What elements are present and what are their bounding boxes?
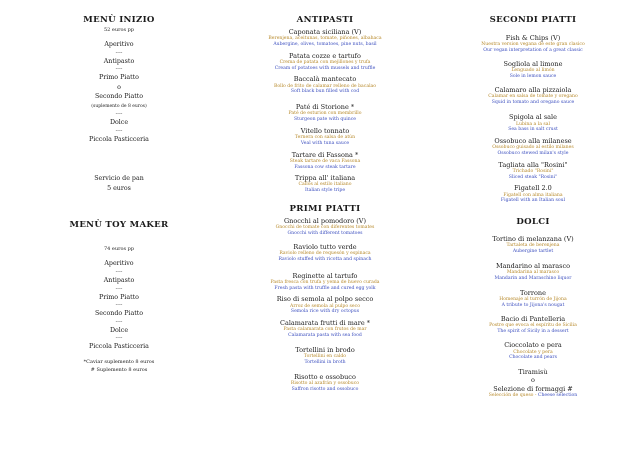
course-line: Antipasto <box>103 57 135 65</box>
dish <box>236 373 414 393</box>
dish <box>236 346 414 366</box>
dish <box>458 161 608 181</box>
dish-desc-en: Cream of potatoes with mussels and truffle <box>274 65 376 71</box>
dish-name: Figatell 2.0 <box>514 184 552 193</box>
dish-desc-en: Tortellini in broth <box>304 359 346 365</box>
dish <box>236 75 414 95</box>
dish-desc-es: Steak tartare de vaca Fassona <box>289 158 361 164</box>
dish <box>458 137 608 157</box>
primi-title: PRIMI PIATTI <box>289 204 361 215</box>
dish-name: Trippa all' italiana <box>294 174 356 183</box>
dish-name: Bacio di Pantelleria <box>500 314 566 323</box>
dish-name: Risotto e ossobuco <box>294 372 356 381</box>
bread-service-price: 5 euros <box>107 184 131 192</box>
dish-desc-en: Our vegan interpretation of a great classic <box>483 48 583 53</box>
dish-name: Calamaro alla pizzaiola <box>494 85 572 94</box>
course-line: Primo Piatto <box>99 74 139 82</box>
menu-inizio-title: MENÙ INIZIO <box>83 15 155 25</box>
dish-desc-es: Bollo de frito de calamar relleno de bacalao <box>273 83 377 89</box>
dish <box>458 86 608 106</box>
dish-desc-es: Pasta calamarata con frutos de mar <box>283 327 367 333</box>
dish-name: Calamarata frutti di mare * <box>279 319 371 327</box>
dish-desc-es: Berenjena, aceitunas, tomate, piñones, albahaca <box>268 36 382 42</box>
dish-desc-es: Lenguado al limón <box>511 68 555 73</box>
dish <box>236 52 414 72</box>
dish-name: Caponata siciliana (V) <box>288 28 362 36</box>
dolci-title: DOLCI <box>516 217 550 228</box>
dish-name: Patata cozze e tartufo <box>289 51 361 60</box>
dish-desc-en: Gnocchi with different tomatoes <box>287 231 363 237</box>
dish-desc-es: Risotto al azafrán y ossobuco <box>290 380 360 386</box>
dish-desc-en: Veal with tuna sauce <box>300 140 350 146</box>
course-line: Primo Piatto <box>99 293 139 301</box>
dish-name: Mandarino al marasco <box>495 262 571 271</box>
primi-list <box>236 217 414 392</box>
dish-desc-en: A tribute to Jijona's nougat <box>501 302 565 308</box>
dish-name: Vitello tonnato <box>300 126 350 135</box>
dish-desc-en: Fresh pasta with truffle and cured egg yolk <box>274 285 376 291</box>
dish-desc-es: Ternera con salsa de atún <box>294 135 356 141</box>
cheese-desc <box>458 393 608 399</box>
menu-inizio-price: 52 euros pp <box>103 27 135 33</box>
dish-desc-en: Mandarin and Maraschino liquor <box>494 276 572 282</box>
secondi-title: SECONDI PIATTI <box>489 15 577 25</box>
course-line: Secondo Piatto <box>94 93 144 101</box>
dish <box>458 34 608 54</box>
dish <box>236 151 414 171</box>
separator: ---- <box>115 268 123 275</box>
menu-inizio-courses <box>58 40 180 144</box>
dish-desc-es: Crema de patata con mejillones y trufa <box>279 59 371 65</box>
dish-desc-es: Chocolate y pera <box>513 349 553 355</box>
dish-desc-es: Nuestra version vegana de este gran clasico <box>481 42 585 48</box>
dish-name: Tagliata alla "Rosini" <box>498 160 568 169</box>
dish-desc-en: Ossobuco stewed milan's style <box>497 151 569 157</box>
dish-desc-es: Tortellini en caldo <box>303 354 347 359</box>
caviar-note: *Caviar suplemento 8 euros <box>83 358 155 365</box>
dish <box>236 174 414 194</box>
dish-name: Cioccolato e pera <box>504 341 562 350</box>
separator: ---- <box>115 285 123 292</box>
dish-desc-en: Italian style tripe <box>304 188 346 194</box>
dish-name: Tiramisù <box>518 368 548 377</box>
secondi-list <box>458 34 608 204</box>
dish-name: Tartare di Fassona * <box>291 150 359 159</box>
course-line: Piccola Pasticceria <box>89 135 149 143</box>
dish <box>458 368 608 398</box>
dish-name: Gnocchi al pomodoro (V) <box>283 217 366 226</box>
course-line: Antipasto <box>103 276 135 284</box>
dish-name: Ossobuco alla milanese <box>494 137 572 146</box>
dish-desc-en: Sturgeon pate with quince <box>294 117 356 123</box>
dish-desc-es: Pasta fresca con trufa y yema de huevo curada <box>270 279 380 285</box>
dish-name: Reginette al tartufo <box>292 271 358 280</box>
dish-name: Torrone <box>520 288 546 297</box>
dish-desc-en: Chocolate and pears <box>509 355 557 361</box>
separator: ---- <box>115 302 123 309</box>
dish-desc-en: Sliced steak "Rosini" <box>508 174 558 180</box>
dish-desc-en: Aubergine, olives, tomatoes, pine nuts, basil <box>273 42 377 47</box>
or-separator: o <box>531 376 535 385</box>
dish-desc-es: Calamar en salsa de tomate y oregano <box>488 93 578 99</box>
separator: ---- <box>115 318 123 325</box>
dish-desc-es: Trichado "Rosini" <box>512 168 554 174</box>
dish <box>236 28 414 48</box>
dish <box>236 243 414 263</box>
separator: ---- <box>115 335 123 342</box>
antipasti-primi-column <box>236 14 414 392</box>
dish <box>458 289 608 309</box>
dish <box>458 60 608 80</box>
separator: ---- <box>115 49 123 56</box>
dish-desc-es: Mandarina al marasco <box>506 270 560 276</box>
dish-name: Riso di semola al polpo secco <box>276 295 374 304</box>
dolci-list <box>458 235 608 398</box>
dish <box>458 315 608 335</box>
course-line: Dolce <box>109 118 129 126</box>
dish <box>458 235 608 255</box>
dish <box>236 272 414 292</box>
dish-name: Tortellini in brodo <box>295 345 355 354</box>
dish <box>236 217 414 237</box>
dish-desc-es: Arroz de semola al pulpo seco <box>290 303 360 309</box>
dish-desc-en: Fassona cow steak tartare <box>294 164 356 170</box>
dish-desc-en: The spirit of Sicily in a dessert <box>497 328 569 334</box>
course-line: o <box>117 83 121 91</box>
dish-desc-es: Homenaje al turrón de Jijona <box>499 297 567 303</box>
dish-desc-en: Sea bass in salt crust <box>508 127 558 133</box>
dish-name: Paté di Storione * <box>295 103 355 112</box>
course-line: Dolce <box>109 326 129 334</box>
dish <box>236 295 414 315</box>
desc-separator: - <box>533 392 538 398</box>
dish <box>236 319 414 339</box>
set-menus-column <box>58 14 180 374</box>
dish-name: Tortino di melanzana (V) <box>492 235 574 244</box>
menu-toy-courses <box>58 259 180 352</box>
separator: ---- <box>115 127 123 134</box>
dish <box>458 113 608 133</box>
dish-desc-es: Postre que evoca el espíritu de Sicilia <box>489 322 577 328</box>
dish-desc-en: Sole in lemon sauce <box>509 73 557 79</box>
supplement-note: (suplemento de 8 euros) <box>91 103 147 109</box>
menu-toy-title: MENÙ TOY MAKER <box>69 220 169 231</box>
dish-desc-es: Callos al estilo italiano <box>298 182 352 188</box>
dish-desc-en: Aubergine tartlet <box>512 249 554 255</box>
dish-name: Baccalà mantecato <box>293 75 357 84</box>
dish-name: Sogliola al limone <box>503 59 563 68</box>
dish-desc-es: Tartaleta de berenjena <box>506 243 560 249</box>
antipasti-list <box>236 28 414 194</box>
dish-name: Spigola al sale <box>509 113 557 122</box>
separator: ---- <box>115 110 123 117</box>
secondi-dolci-column <box>458 14 608 399</box>
dish <box>458 341 608 361</box>
dish <box>458 184 608 204</box>
dish <box>458 262 608 282</box>
dish-name: Fish & Chips (V) <box>505 34 561 42</box>
dish-desc-es: Gnocchi de tomate con diferentes tomates <box>275 225 375 231</box>
dish-desc-en: Calamarata pasta with sea food <box>288 333 362 338</box>
dish-desc-en: Figatell with an Italian soul <box>500 198 566 204</box>
dish-desc-en: Soft black bun filled with cod <box>290 89 360 95</box>
dish-desc-es: Ossobuco guisado al estilo milanes <box>492 145 574 151</box>
course-line: Secondo Piatto <box>94 310 144 318</box>
dish-name: Raviolo tutto verde <box>293 242 357 251</box>
dish-desc-en: Cheese selection <box>537 392 578 398</box>
bread-service: Servicio de pan <box>94 175 144 183</box>
course-line: Piccola Pasticceria <box>89 343 149 351</box>
supplement-note: # Suplemento 8 euros <box>90 366 148 373</box>
dish-desc-en: Saffron risotto and ossobuco <box>291 386 359 392</box>
dish <box>236 127 414 147</box>
dish-desc-en: Raviolo stuffed with ricotta and spinach <box>278 256 372 262</box>
dish-desc-en: Squid in tomato and oregano sauce <box>491 99 575 105</box>
course-line: Aperitivo <box>104 260 134 268</box>
dish-desc-es: Paté de esturion con membrillo <box>288 111 362 117</box>
dish-name: Selezione di formaggi # <box>493 384 573 393</box>
dish-desc-es: Raviolo relleno de requesón y espinaca <box>279 251 371 257</box>
antipasti-title: ANTIPASTI <box>296 15 354 25</box>
dish-desc-en: Semola rice with dry octopus <box>290 309 360 315</box>
dish <box>236 103 414 123</box>
menu-toy-price: 74 euros pp <box>103 246 135 253</box>
dish-desc-es: Figatell con alma italiana <box>503 192 563 198</box>
dish-desc-es: Selección de queso <box>488 392 534 398</box>
course-line: Aperitivo <box>104 41 134 48</box>
dish-desc-es: Lubina a la sal <box>515 121 550 127</box>
separator: ---- <box>115 66 123 73</box>
